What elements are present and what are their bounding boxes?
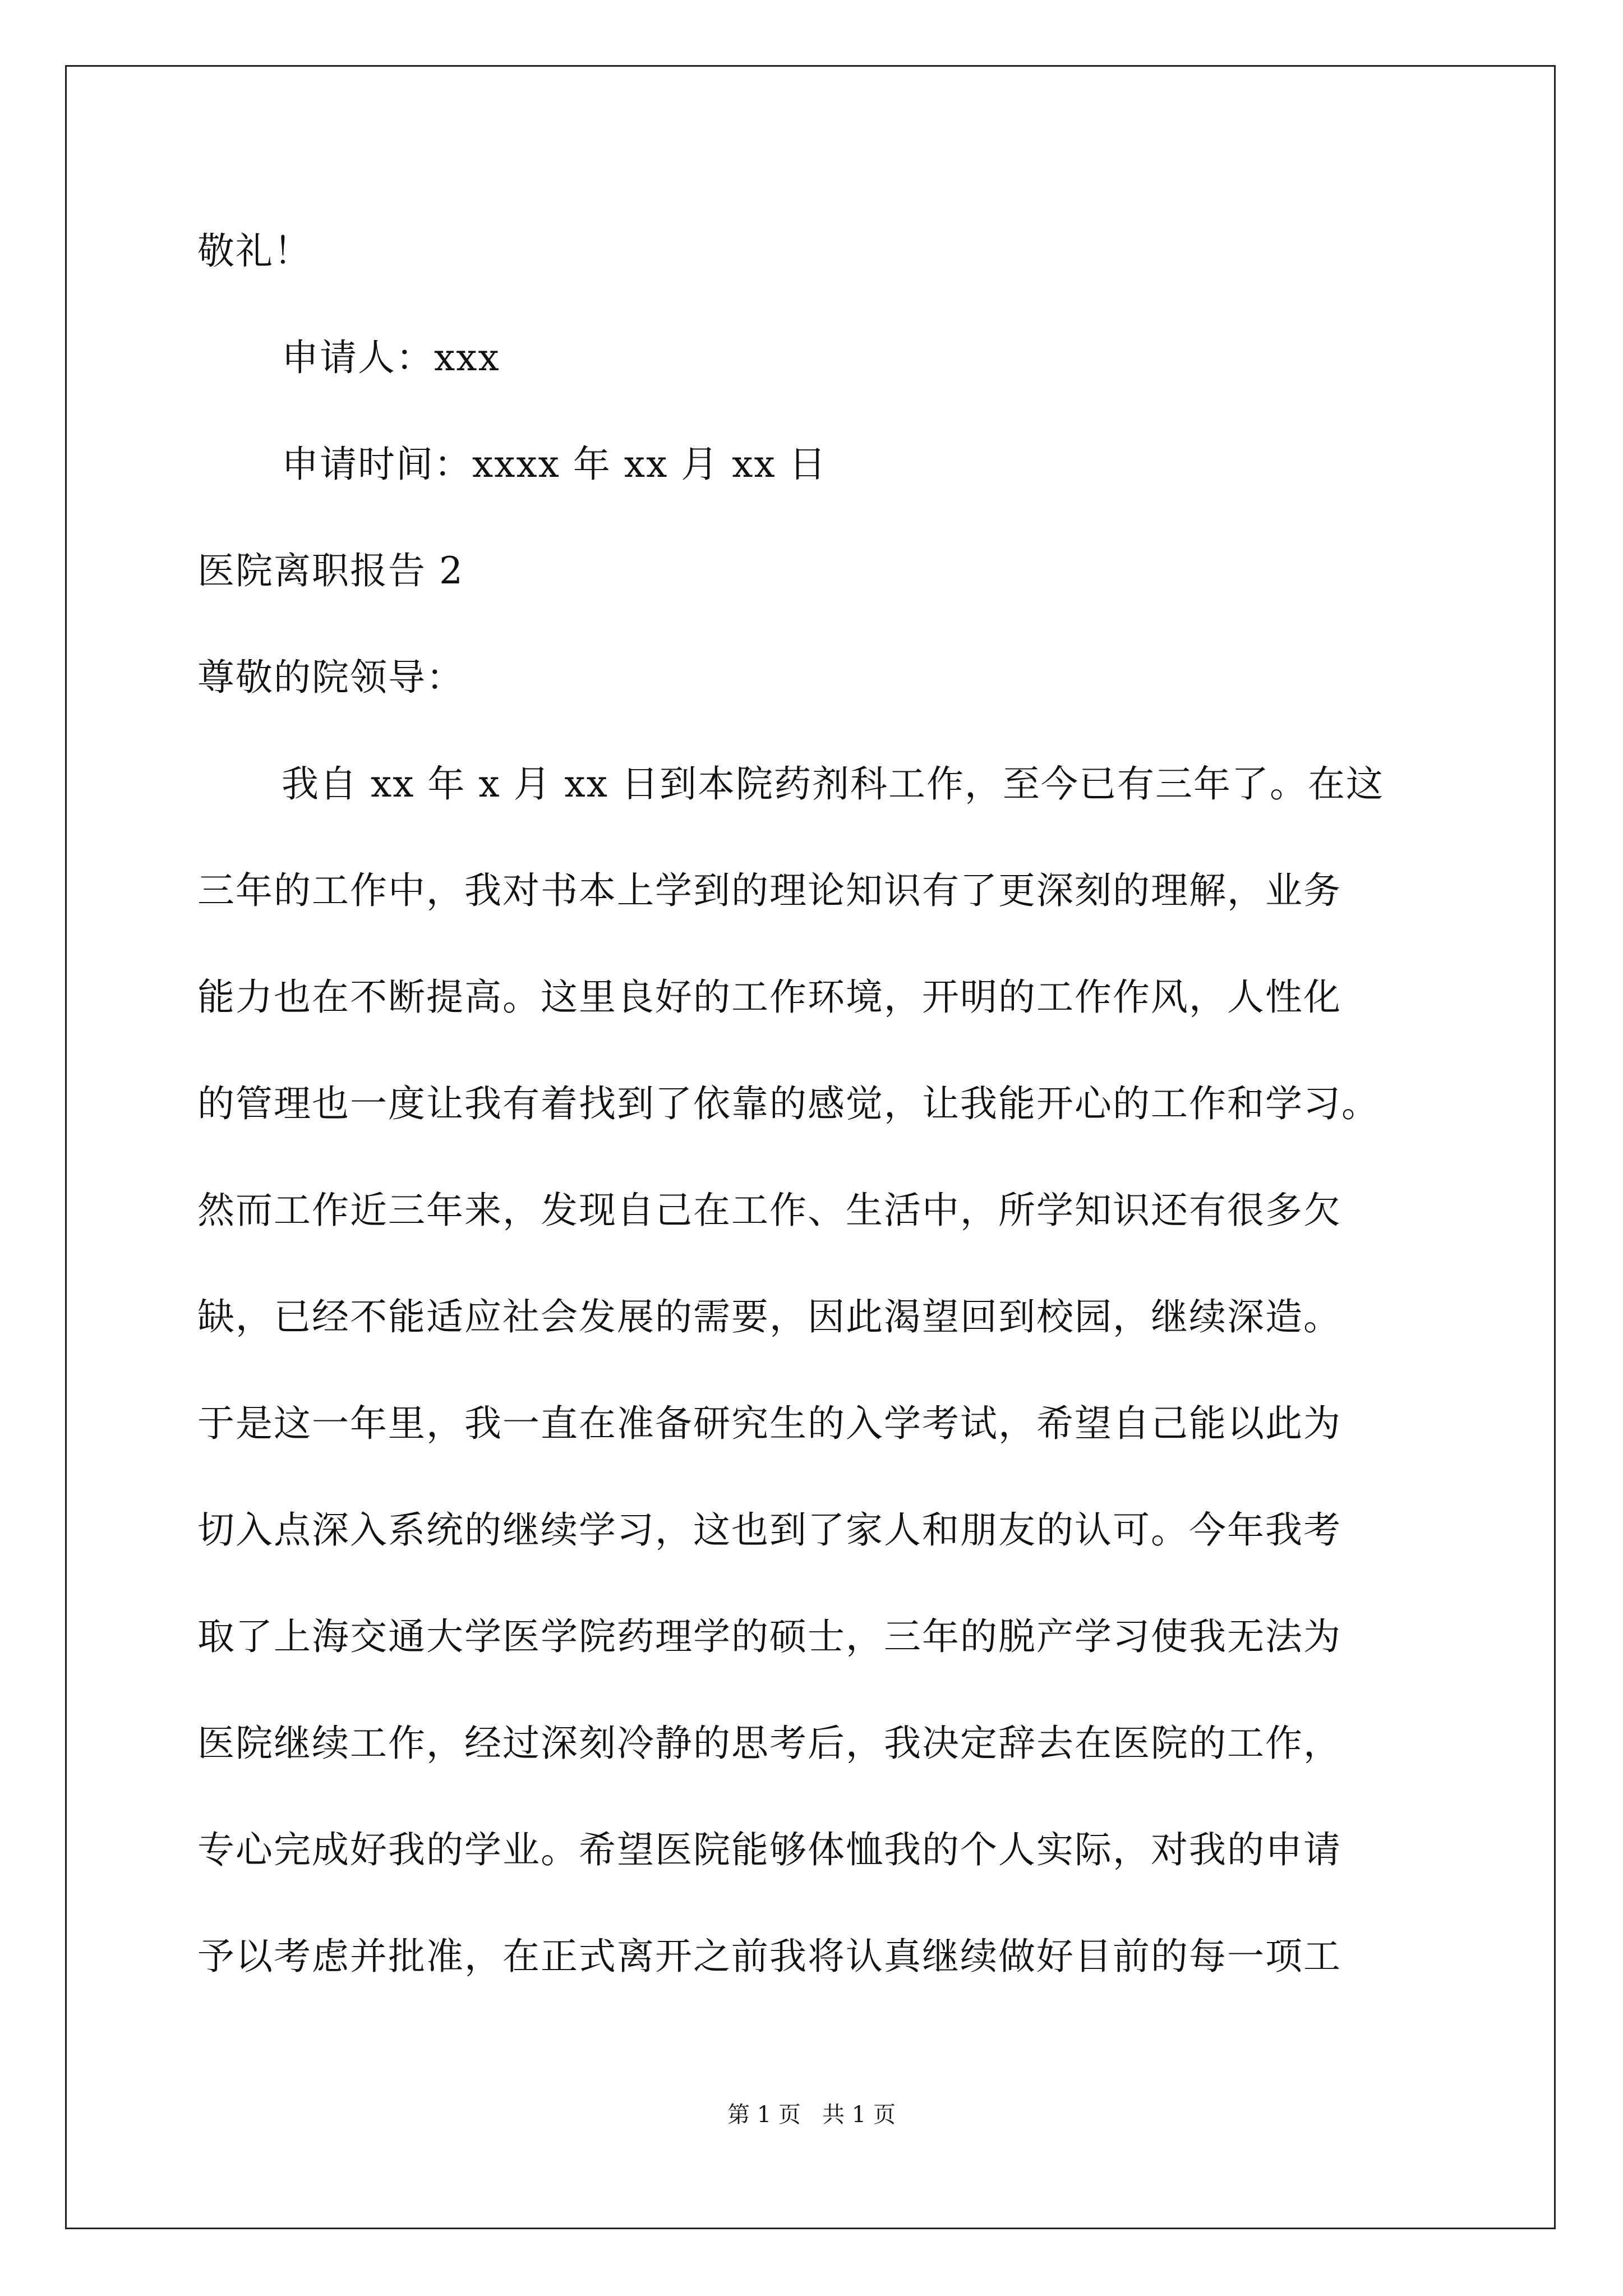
body-line: 缺，已经不能适应社会发展的需要，因此渴望回到校园，继续深造。 bbox=[197, 1295, 1341, 1338]
body-line: 三年的工作中，我对书本上学到的理论知识有了更深刻的理解，业务 bbox=[197, 869, 1341, 912]
body-line: 切入点深入系统的继续学习，这也到了家人和朋友的认可。今年我考 bbox=[197, 1508, 1341, 1552]
body-line: 于是这一年里，我一直在准备研究生的入学考试，希望自己能以此为 bbox=[197, 1402, 1341, 1445]
closing-line: 敬礼！ bbox=[197, 229, 312, 273]
section-title: 医院离职报告 2 bbox=[197, 549, 464, 592]
applicant-line: 申请人：xxx bbox=[282, 336, 500, 379]
body-line: 医院继续工作，经过深刻冷静的思考后，我决定辞去在医院的工作， bbox=[197, 1722, 1341, 1765]
body-line: 我自 xx 年 x 月 xx 日到本院药剂科工作，至今已有三年了。在这 bbox=[282, 762, 1384, 806]
body-line: 然而工作近三年来，发现自己在工作、生活中，所学知识还有很多欠 bbox=[197, 1189, 1341, 1232]
page-border bbox=[65, 65, 1556, 2229]
body-line: 的管理也一度让我有着找到了依靠的感觉，让我能开心的工作和学习。 bbox=[197, 1082, 1380, 1125]
body-line: 能力也在不断提高。这里良好的工作环境，开明的工作作风，人性化 bbox=[197, 976, 1341, 1019]
apply-date-line: 申请时间：xxxx 年 xx 月 xx 日 bbox=[282, 443, 827, 486]
body-line: 专心完成好我的学业。希望医院能够体恤我的个人实际，对我的申请 bbox=[197, 1828, 1341, 1871]
salutation-line: 尊敬的院领导： bbox=[197, 656, 464, 699]
body-line: 取了上海交通大学医学院药理学的硕士，三年的脱产学习使我无法为 bbox=[197, 1615, 1341, 1658]
page-footer: 第 1 页 共 1 页 bbox=[727, 2102, 896, 2128]
body-line: 予以考虑并批准，在正式离开之前我将认真继续做好目前的每一项工 bbox=[197, 1935, 1341, 1978]
